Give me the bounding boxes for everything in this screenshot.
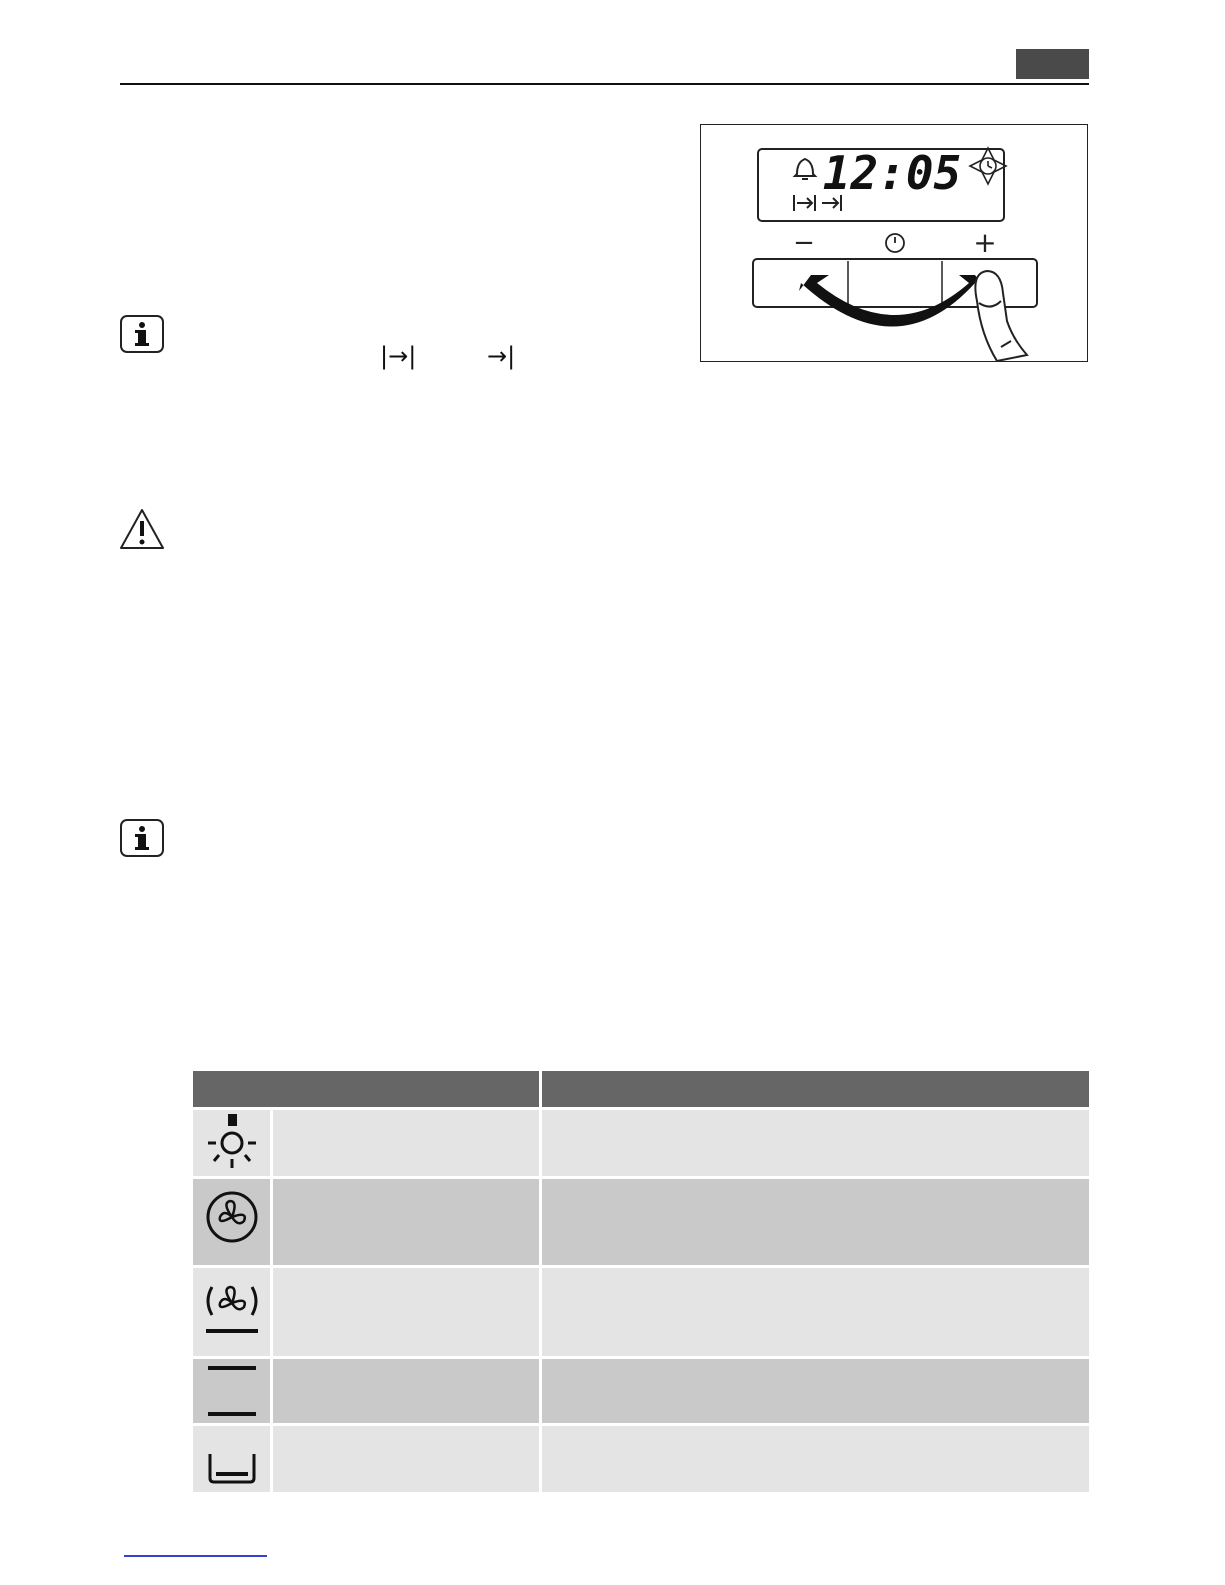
language-badge [1016, 49, 1089, 79]
function-name [273, 1110, 539, 1176]
table-header [193, 1071, 1089, 1107]
oven-functions-table [193, 1071, 1089, 1492]
oven-lamp-icon [193, 1110, 270, 1176]
table-row [193, 1426, 1089, 1492]
table-row [193, 1268, 1089, 1356]
true-fan-icon [193, 1179, 270, 1265]
function-name [273, 1426, 539, 1492]
clock-symbol-icon [886, 234, 904, 252]
info-icon [120, 819, 164, 857]
function-description [542, 1359, 1089, 1423]
function-description [542, 1426, 1089, 1492]
function-name [273, 1359, 539, 1423]
info-icon [120, 315, 164, 353]
top-bottom-heat-icon [193, 1359, 270, 1423]
table-row [193, 1110, 1089, 1176]
table-row [193, 1179, 1089, 1265]
clock-icon [970, 148, 1006, 184]
footer-link[interactable] [124, 1555, 267, 1557]
header-oven-function [193, 1071, 539, 1107]
control-panel-figure [700, 124, 1088, 362]
fan-bottom-heat-icon [193, 1268, 270, 1356]
duration-icon [794, 195, 815, 211]
end-time-symbol: →| [487, 342, 516, 370]
control-panel-illustration [701, 125, 1087, 361]
lcd-time: 12:05 [822, 146, 962, 200]
function-description [542, 1268, 1089, 1356]
bottom-heat-icon [193, 1426, 270, 1492]
minus-label: − [793, 228, 815, 258]
plus-label: + [973, 226, 997, 259]
duration-symbol: |→| [380, 342, 417, 370]
header-application [542, 1071, 1089, 1107]
function-name [273, 1268, 539, 1356]
warning-icon [118, 507, 166, 551]
bell-icon [795, 159, 815, 179]
function-description [542, 1110, 1089, 1176]
function-description [542, 1179, 1089, 1265]
header-rule [120, 83, 1089, 85]
function-name [273, 1179, 539, 1265]
table-row [193, 1359, 1089, 1423]
